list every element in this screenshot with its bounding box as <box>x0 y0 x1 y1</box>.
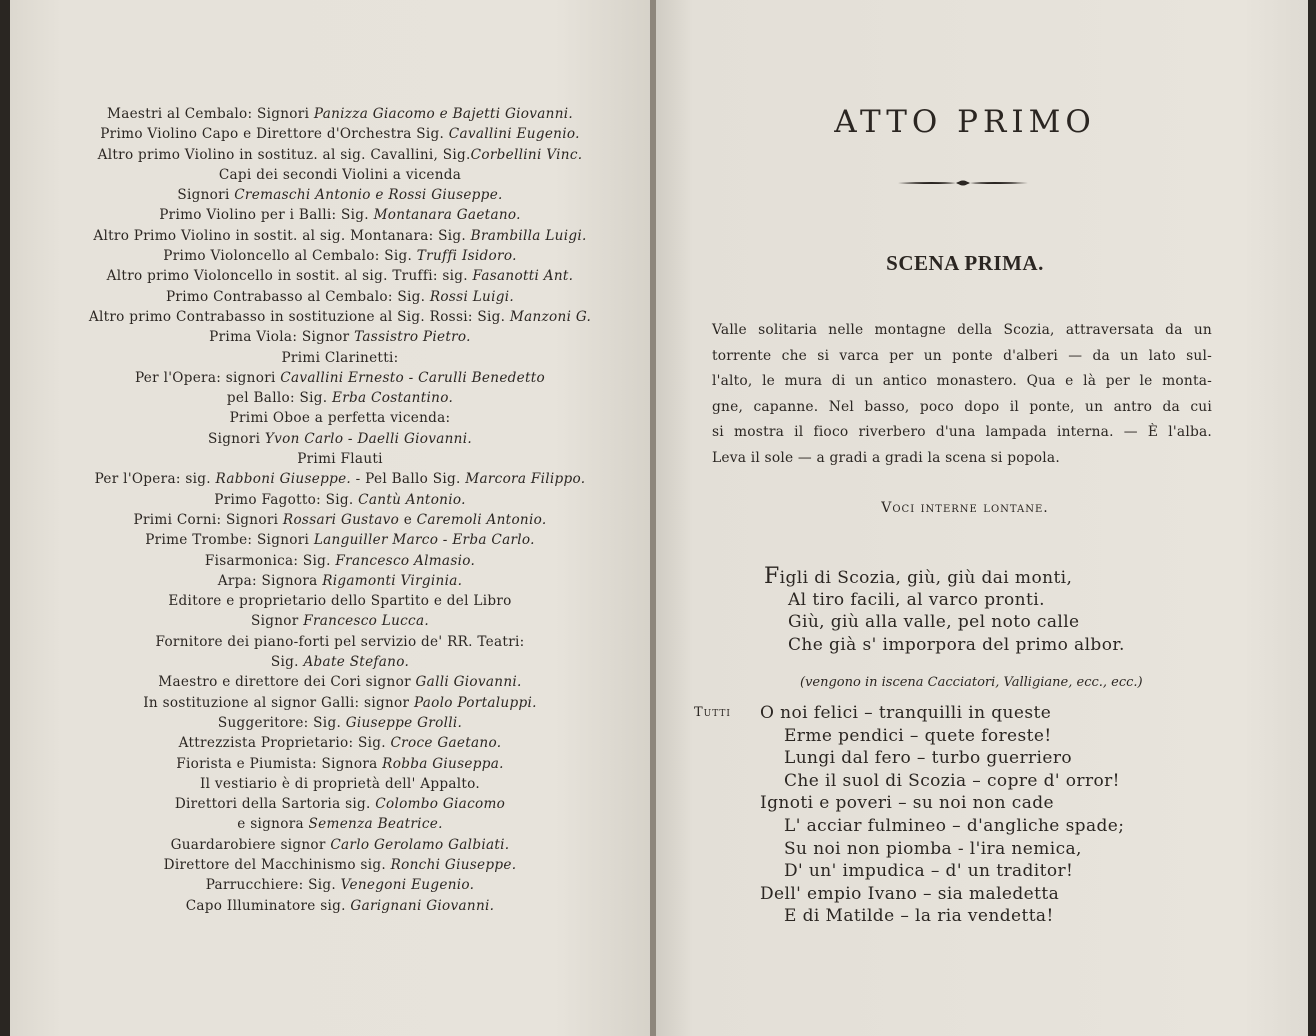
verse-line: O noi felici – tranquilli in queste <box>760 703 1052 723</box>
credit-line <box>70 408 610 428</box>
credit-line <box>70 469 610 489</box>
credit-role: Maestri al Cembalo: Signori <box>106 106 314 122</box>
credit-line <box>70 287 610 307</box>
credit-role: e signora <box>237 816 309 833</box>
verse-line: D' un' impudica – d' un traditor! <box>784 861 1074 882</box>
credit-line <box>70 652 610 672</box>
credit-role: Sig. <box>270 654 304 671</box>
verse-line-text: igli di Scozia, giù, giù dai monti, <box>779 568 1073 588</box>
credit-role: Signor <box>250 613 304 630</box>
credit-role: Primo Fagotto: Sig. <box>214 491 359 508</box>
credit-role: Capo Illuminatore sig. <box>185 897 351 914</box>
drop-initial: F <box>764 564 780 589</box>
credit-line <box>70 835 610 855</box>
verse-line: Dell' empio Ivano – sia maledetta <box>760 883 1060 904</box>
credit-name: Tassistro Pietro. <box>354 329 471 346</box>
stage-direction-line: Valle solitaria nelle montagne della Scozia, attraversata da un <box>712 322 1212 338</box>
credit-line <box>70 307 610 327</box>
credit-name: Rigamonti Virginia. <box>322 572 463 589</box>
credit-line <box>70 124 610 144</box>
credit-role: Suggeritore: Sig. <box>217 714 346 731</box>
credit-role: Per l'Opera: signori <box>134 369 281 386</box>
credit-line <box>70 855 610 875</box>
credit-name: Panizza Giacomo e Bajetti Giovanni. <box>313 106 574 122</box>
credit-name: Rossi Luigi. <box>429 288 515 305</box>
credit-line <box>70 429 610 449</box>
voices-heading: Voci interne lontane. <box>881 500 1049 516</box>
credit-line <box>70 794 610 814</box>
stage-direction-line: Leva il sole — a gradi a gradi la scena si popola. <box>712 449 1060 466</box>
credit-name: Paolo Portaluppi. <box>413 694 537 711</box>
credit-line <box>70 104 610 124</box>
ornament-rule-icon <box>896 176 1030 190</box>
credit-role: Il vestiario è di proprietà dell' Appalto. <box>199 775 481 792</box>
credit-role: Guardarobiere signor <box>170 836 331 853</box>
credit-line <box>70 530 610 550</box>
credit-name: Truffi Isidoro. <box>416 248 517 265</box>
credit-name: Garignani Giovanni. <box>350 897 495 914</box>
credit-line <box>70 774 610 794</box>
credit-role: Editore e proprietario dello Spartito e del Libro <box>168 593 512 610</box>
credit-line <box>70 205 610 225</box>
credit-line <box>70 571 610 591</box>
credit-role: Primi Corni: Signori <box>133 511 283 528</box>
credit-role: Altro Primo Violino in sostit. al sig. Montanara: Sig. <box>93 227 471 244</box>
credit-line <box>70 246 610 266</box>
credit-name: Cavallini Eugenio. <box>448 126 580 143</box>
credit-name: Robba Giuseppa. <box>382 755 504 772</box>
verse-opening <box>764 566 1125 656</box>
credit-role: e <box>399 511 417 528</box>
stage-direction-line: l'alto, le mura di un antico monastero. Qua e là per le monta- <box>712 373 1212 389</box>
credit-line <box>70 733 610 753</box>
stage-direction-line: torrente che si varca per un ponte d'alberi — da un lato sul- <box>712 347 1212 364</box>
credit-name: Cremaschi Antonio e Rossi Giuseppe. <box>234 187 503 204</box>
credit-name: Venegoni Eugenio. <box>340 877 475 894</box>
credit-line <box>70 327 610 347</box>
credit-line <box>70 368 610 388</box>
verse-line: Lungi dal fero – turbo guerriero <box>784 748 1073 769</box>
verse-line: Che il suol di Scozia – copre d' orror! <box>784 770 1120 791</box>
credit-role: In sostituzione al signor Galli: signor <box>143 694 414 711</box>
credit-name: Ronchi Giuseppe. <box>390 856 517 873</box>
credit-name: Languiller Marco - Erba Carlo. <box>313 532 535 549</box>
credit-line <box>70 896 610 916</box>
credit-name: Cantù Antonio. <box>358 491 466 508</box>
credit-line <box>70 814 610 834</box>
credit-line <box>70 693 610 713</box>
credit-line <box>70 632 610 652</box>
credit-line <box>70 672 610 692</box>
credit-name: Colombo Giacomo <box>375 796 506 813</box>
verse-line <box>764 566 1125 589</box>
scene-title: SCENA PRIMA. <box>886 251 1044 275</box>
credit-name: Francesco Lucca. <box>303 613 429 630</box>
credit-role: Direttori della Sartoria sig. <box>174 796 376 813</box>
personnel-credits-list <box>70 104 610 916</box>
credit-role: Per l'Opera: sig. <box>94 471 216 488</box>
credit-name: Caremoli Antonio. <box>416 511 547 528</box>
credit-role: Primo Violino Capo e Direttore d'Orchestra Sig. <box>100 126 449 143</box>
credit-name: Montanara Gaetano. <box>373 207 521 224</box>
verse-line: Al tiro facili, al varco pronti. <box>788 589 1045 610</box>
credit-line <box>70 611 610 631</box>
credit-name: Rossari Gustavo <box>282 511 400 528</box>
credit-role: Primo Contrabasso al Cembalo: Sig. <box>165 288 430 305</box>
credit-line <box>70 713 610 733</box>
credit-role: Attrezzista Proprietario: Sig. <box>178 735 391 752</box>
credit-line <box>70 226 610 246</box>
credit-role: Signori <box>207 430 265 447</box>
credit-line <box>70 449 610 469</box>
credit-name: Yvon Carlo - Daelli Giovanni. <box>264 430 473 447</box>
credit-line <box>70 388 610 408</box>
stage-directions <box>712 318 1212 471</box>
credit-name: Corbellini Vinc. <box>470 146 583 163</box>
credit-line <box>70 266 610 286</box>
credit-line <box>70 551 610 571</box>
stage-direction-entry: (vengono in iscena Cacciatori, Valligiane, ecc., ecc.) <box>800 675 1143 690</box>
credit-role: Signori <box>177 187 235 204</box>
credit-role: - Pel Ballo Sig. <box>351 471 466 488</box>
credit-line <box>70 510 610 530</box>
credit-role: Primo Violoncello al Cembalo: Sig. <box>163 248 417 265</box>
credit-role: Primi Oboe a perfetta vicenda: <box>229 410 451 427</box>
verse-line: E di Matilde – la ria vendetta! <box>784 906 1054 927</box>
credit-role: Altro primo Violoncello in sostit. al sig. Truffi: sig. <box>106 268 473 285</box>
credit-role: Parrucchiere: Sig. <box>205 877 341 894</box>
verse-line: Erme pendici – quete foreste! <box>784 725 1052 746</box>
credit-line <box>70 490 610 510</box>
credit-name: Brambilla Luigi. <box>470 227 587 244</box>
credit-role: Prima Viola: Signor <box>209 329 355 346</box>
credit-role: Fornitore dei piano-forti pel servizio de' RR. Teatri: <box>155 633 525 650</box>
stage-direction-line: si mostra il fioco riverbero d'una lampada interna. — È l'alba. <box>712 424 1212 440</box>
credit-name: Erba Costantino. <box>332 390 454 407</box>
book-gutter <box>650 0 656 1036</box>
credit-name: Carlo Gerolamo Galbiati. <box>330 836 510 853</box>
credit-role: Capi dei secondi Violini a vicenda <box>218 166 462 183</box>
verse-line: L' acciar fulmineo – d'angliche spade; <box>784 815 1125 836</box>
credit-line <box>70 591 610 611</box>
credit-name: Galli Giovanni. <box>415 674 522 691</box>
credit-role: Fiorista e Piumista: Signora <box>176 755 383 772</box>
credit-role: Fisarmonica: Sig. <box>204 552 336 569</box>
verse-line: Che già s' imporpora del primo albor. <box>788 634 1125 655</box>
credit-line <box>70 875 610 895</box>
credit-role: Maestro e direttore dei Cori signor <box>158 674 416 691</box>
credit-role: Primo Violino per i Balli: Sig. <box>159 207 374 224</box>
credit-role: Primi Flauti <box>297 451 383 468</box>
credit-role: Direttore del Macchinismo sig. <box>163 856 391 873</box>
credit-name: Fasanotti Ant. <box>472 268 574 285</box>
credit-name: Abate Stefano. <box>303 654 410 671</box>
credit-role: Altro primo Contrabasso in sostituzione al Sig. Rossi: Sig. <box>88 308 510 325</box>
credit-role: Altro primo Violino in sostituz. al sig. Cavallini, Sig. <box>97 146 471 163</box>
verse-line: Giù, giù alla valle, pel noto calle <box>788 612 1080 633</box>
credit-name: Rabboni Giuseppe. <box>215 471 352 488</box>
credit-line <box>70 185 610 205</box>
credit-name: Cavallini Ernesto - Carulli Benedetto <box>280 369 546 386</box>
credit-role: Arpa: Signora <box>217 572 323 589</box>
credit-name: Manzoni G. <box>509 308 592 325</box>
credit-role: Prime Trombe: Signori <box>145 532 314 549</box>
verse-line: Su noi non piomba - l'ira nemica, <box>784 838 1082 859</box>
credit-role: pel Ballo: Sig. <box>226 390 332 407</box>
credit-name: Croce Gaetano. <box>390 735 502 752</box>
verse-chorus <box>760 702 1124 928</box>
credit-line <box>70 754 610 774</box>
stage-direction-line: gne, capanne. Nel basso, poco dopo il ponte, un antro da cui <box>712 398 1212 415</box>
credit-role: Primi Clarinetti: <box>281 349 399 366</box>
credit-line <box>70 348 610 368</box>
credit-name: Semenza Beatrice. <box>308 816 443 833</box>
credit-name: Francesco Almasio. <box>335 552 476 569</box>
credit-line <box>70 145 610 165</box>
credit-line <box>70 165 610 185</box>
credit-name: Giuseppe Grolli. <box>345 714 463 731</box>
credit-name: Marcora Filippo. <box>465 471 586 488</box>
speaker-label: Tutti <box>694 705 731 720</box>
verse-line: Ignoti e poveri – su noi non cade <box>760 793 1055 814</box>
act-title: ATTO PRIMO <box>834 104 1096 140</box>
